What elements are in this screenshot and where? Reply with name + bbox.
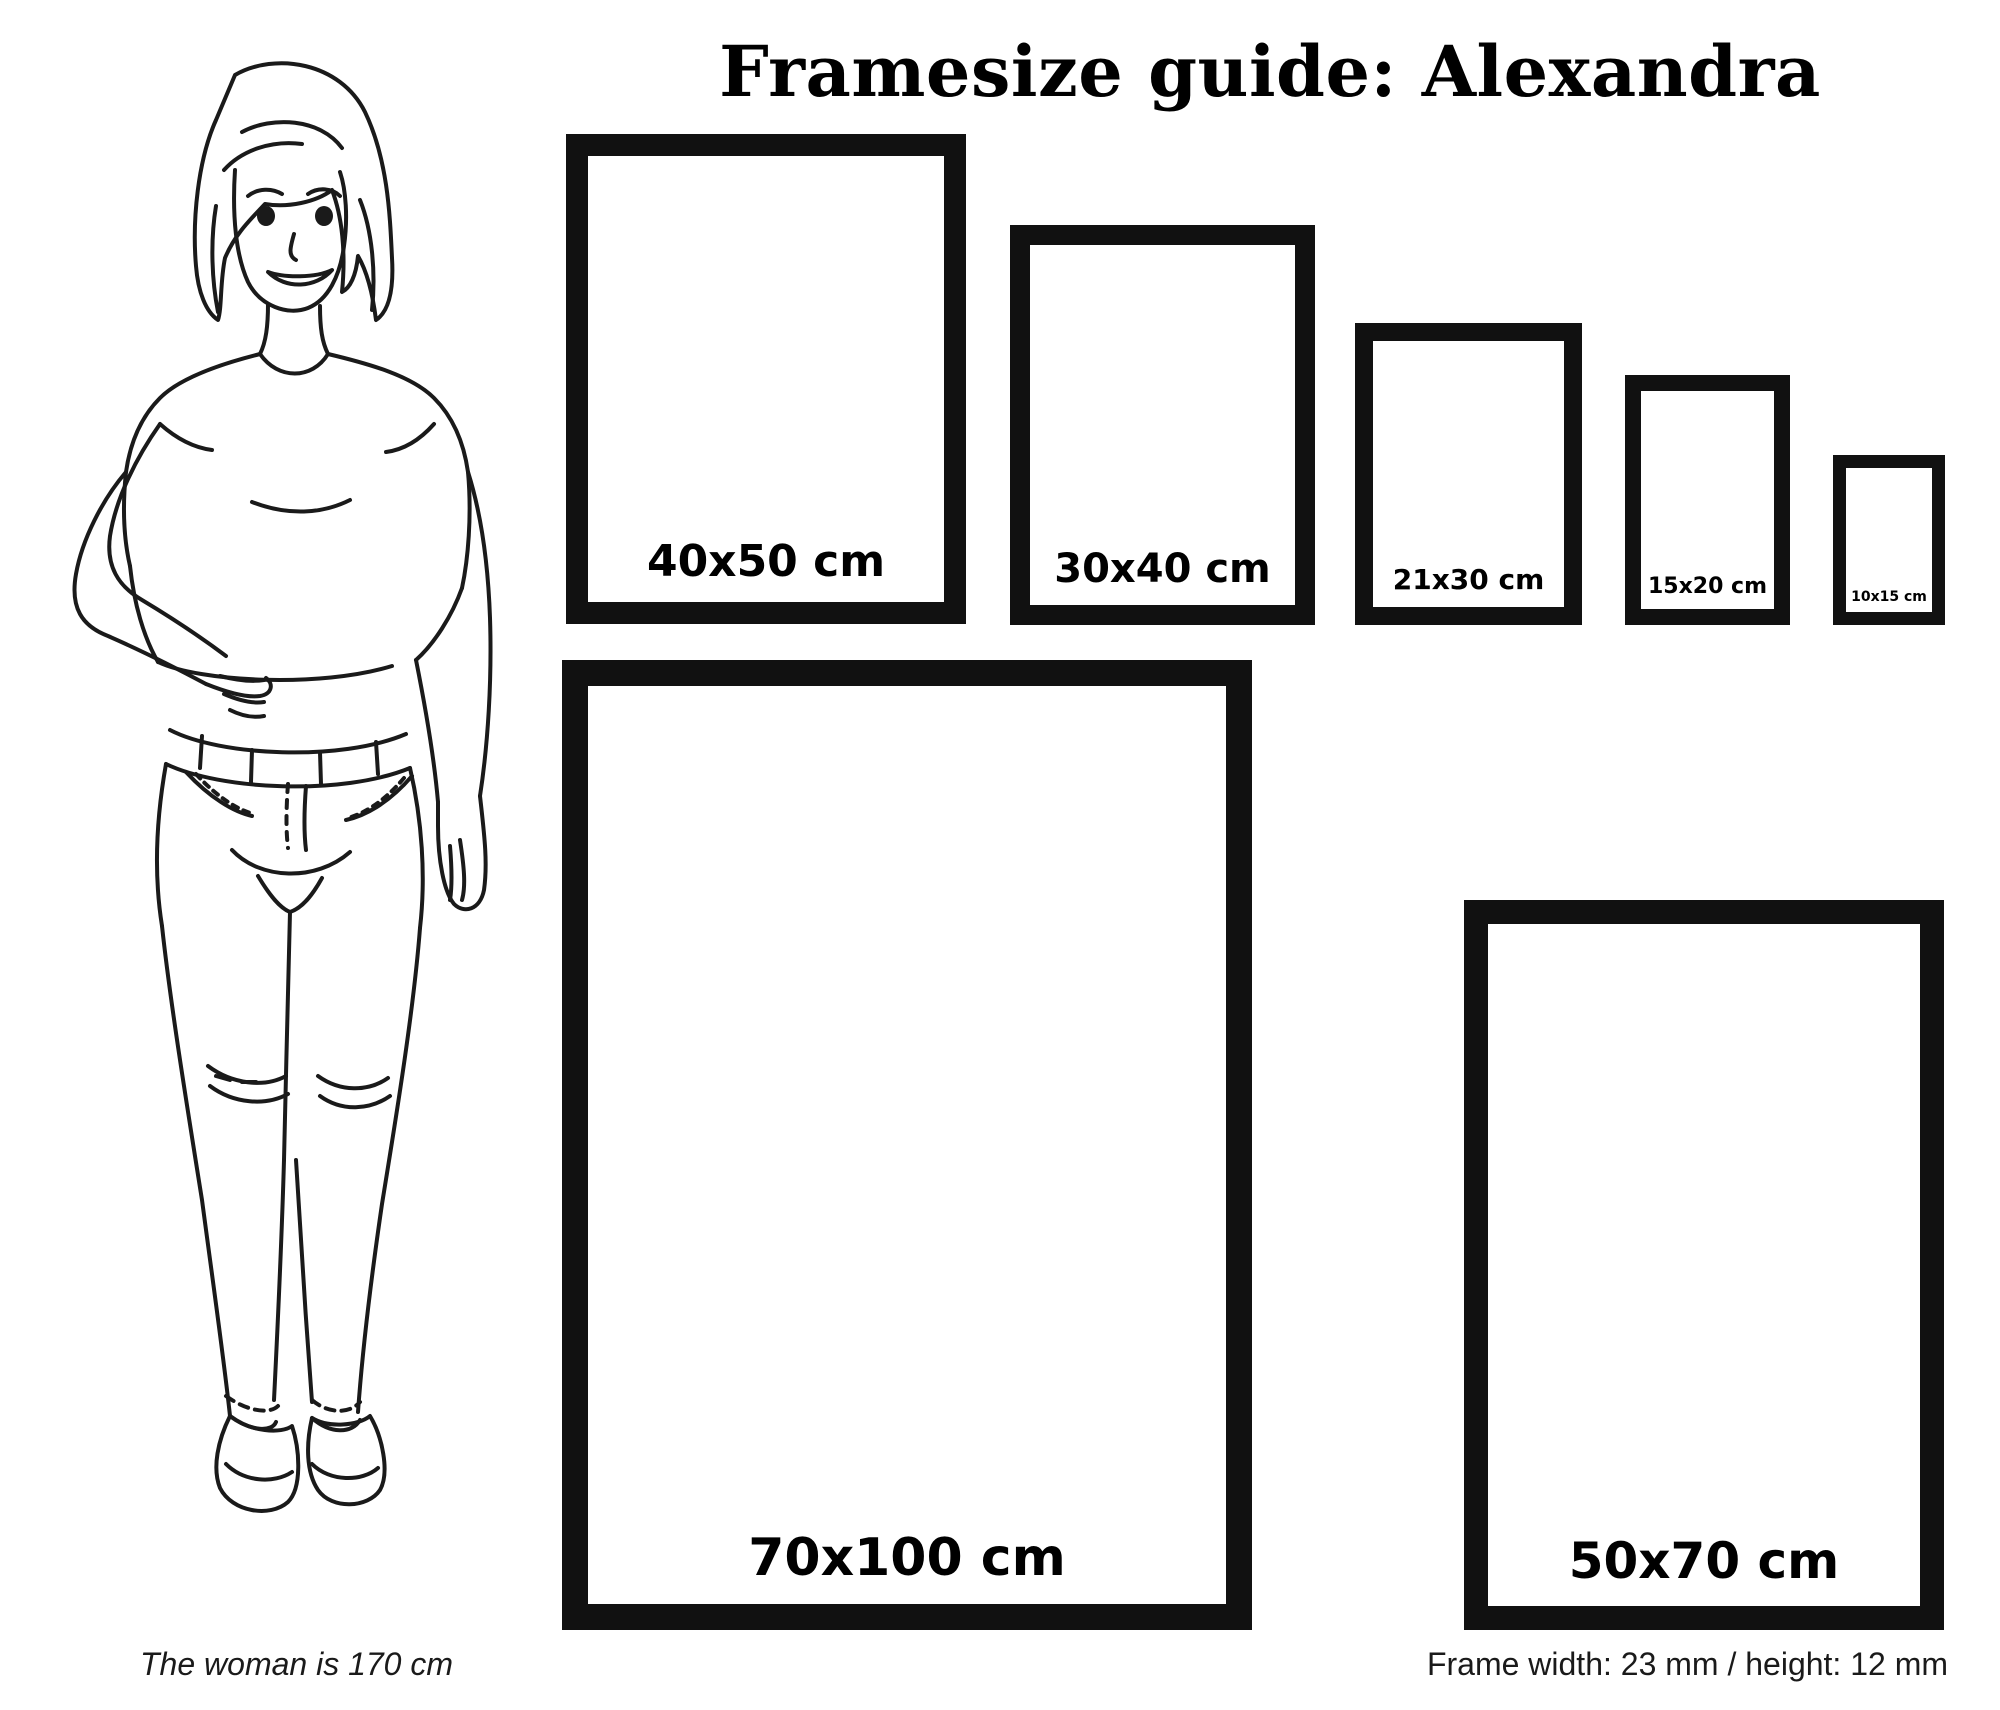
frame-label-15x20: 15x20 cm <box>1647 574 1768 599</box>
page-title: Framesize guide: Alexandra <box>719 30 1821 113</box>
frame-label-21x30: 21x30 cm <box>1392 563 1545 596</box>
frame-label-40x50: 40x50 cm <box>646 536 886 587</box>
frame-15x20[interactable] <box>1625 375 1790 625</box>
frame-40x50[interactable] <box>566 134 966 624</box>
woman-height-note: The woman is 170 cm <box>140 1646 454 1682</box>
frame-label-10x15: 10x15 cm <box>1851 589 1927 605</box>
frame-label-30x40: 30x40 cm <box>1054 546 1271 592</box>
frame-10x15[interactable] <box>1833 455 1945 625</box>
frame-30x40[interactable] <box>1010 225 1315 625</box>
frame-label-50x70: 50x70 cm <box>1568 1532 1840 1590</box>
frame-50x70[interactable] <box>1464 900 1944 1630</box>
frame-21x30[interactable] <box>1355 323 1582 625</box>
frame-dimensions-note: Frame width: 23 mm / height: 12 mm <box>1426 1646 1948 1682</box>
frame-label-70x100: 70x100 cm <box>748 1528 1066 1588</box>
standing-woman-illustration <box>20 20 540 1630</box>
frame-70x100[interactable] <box>562 660 1252 1630</box>
